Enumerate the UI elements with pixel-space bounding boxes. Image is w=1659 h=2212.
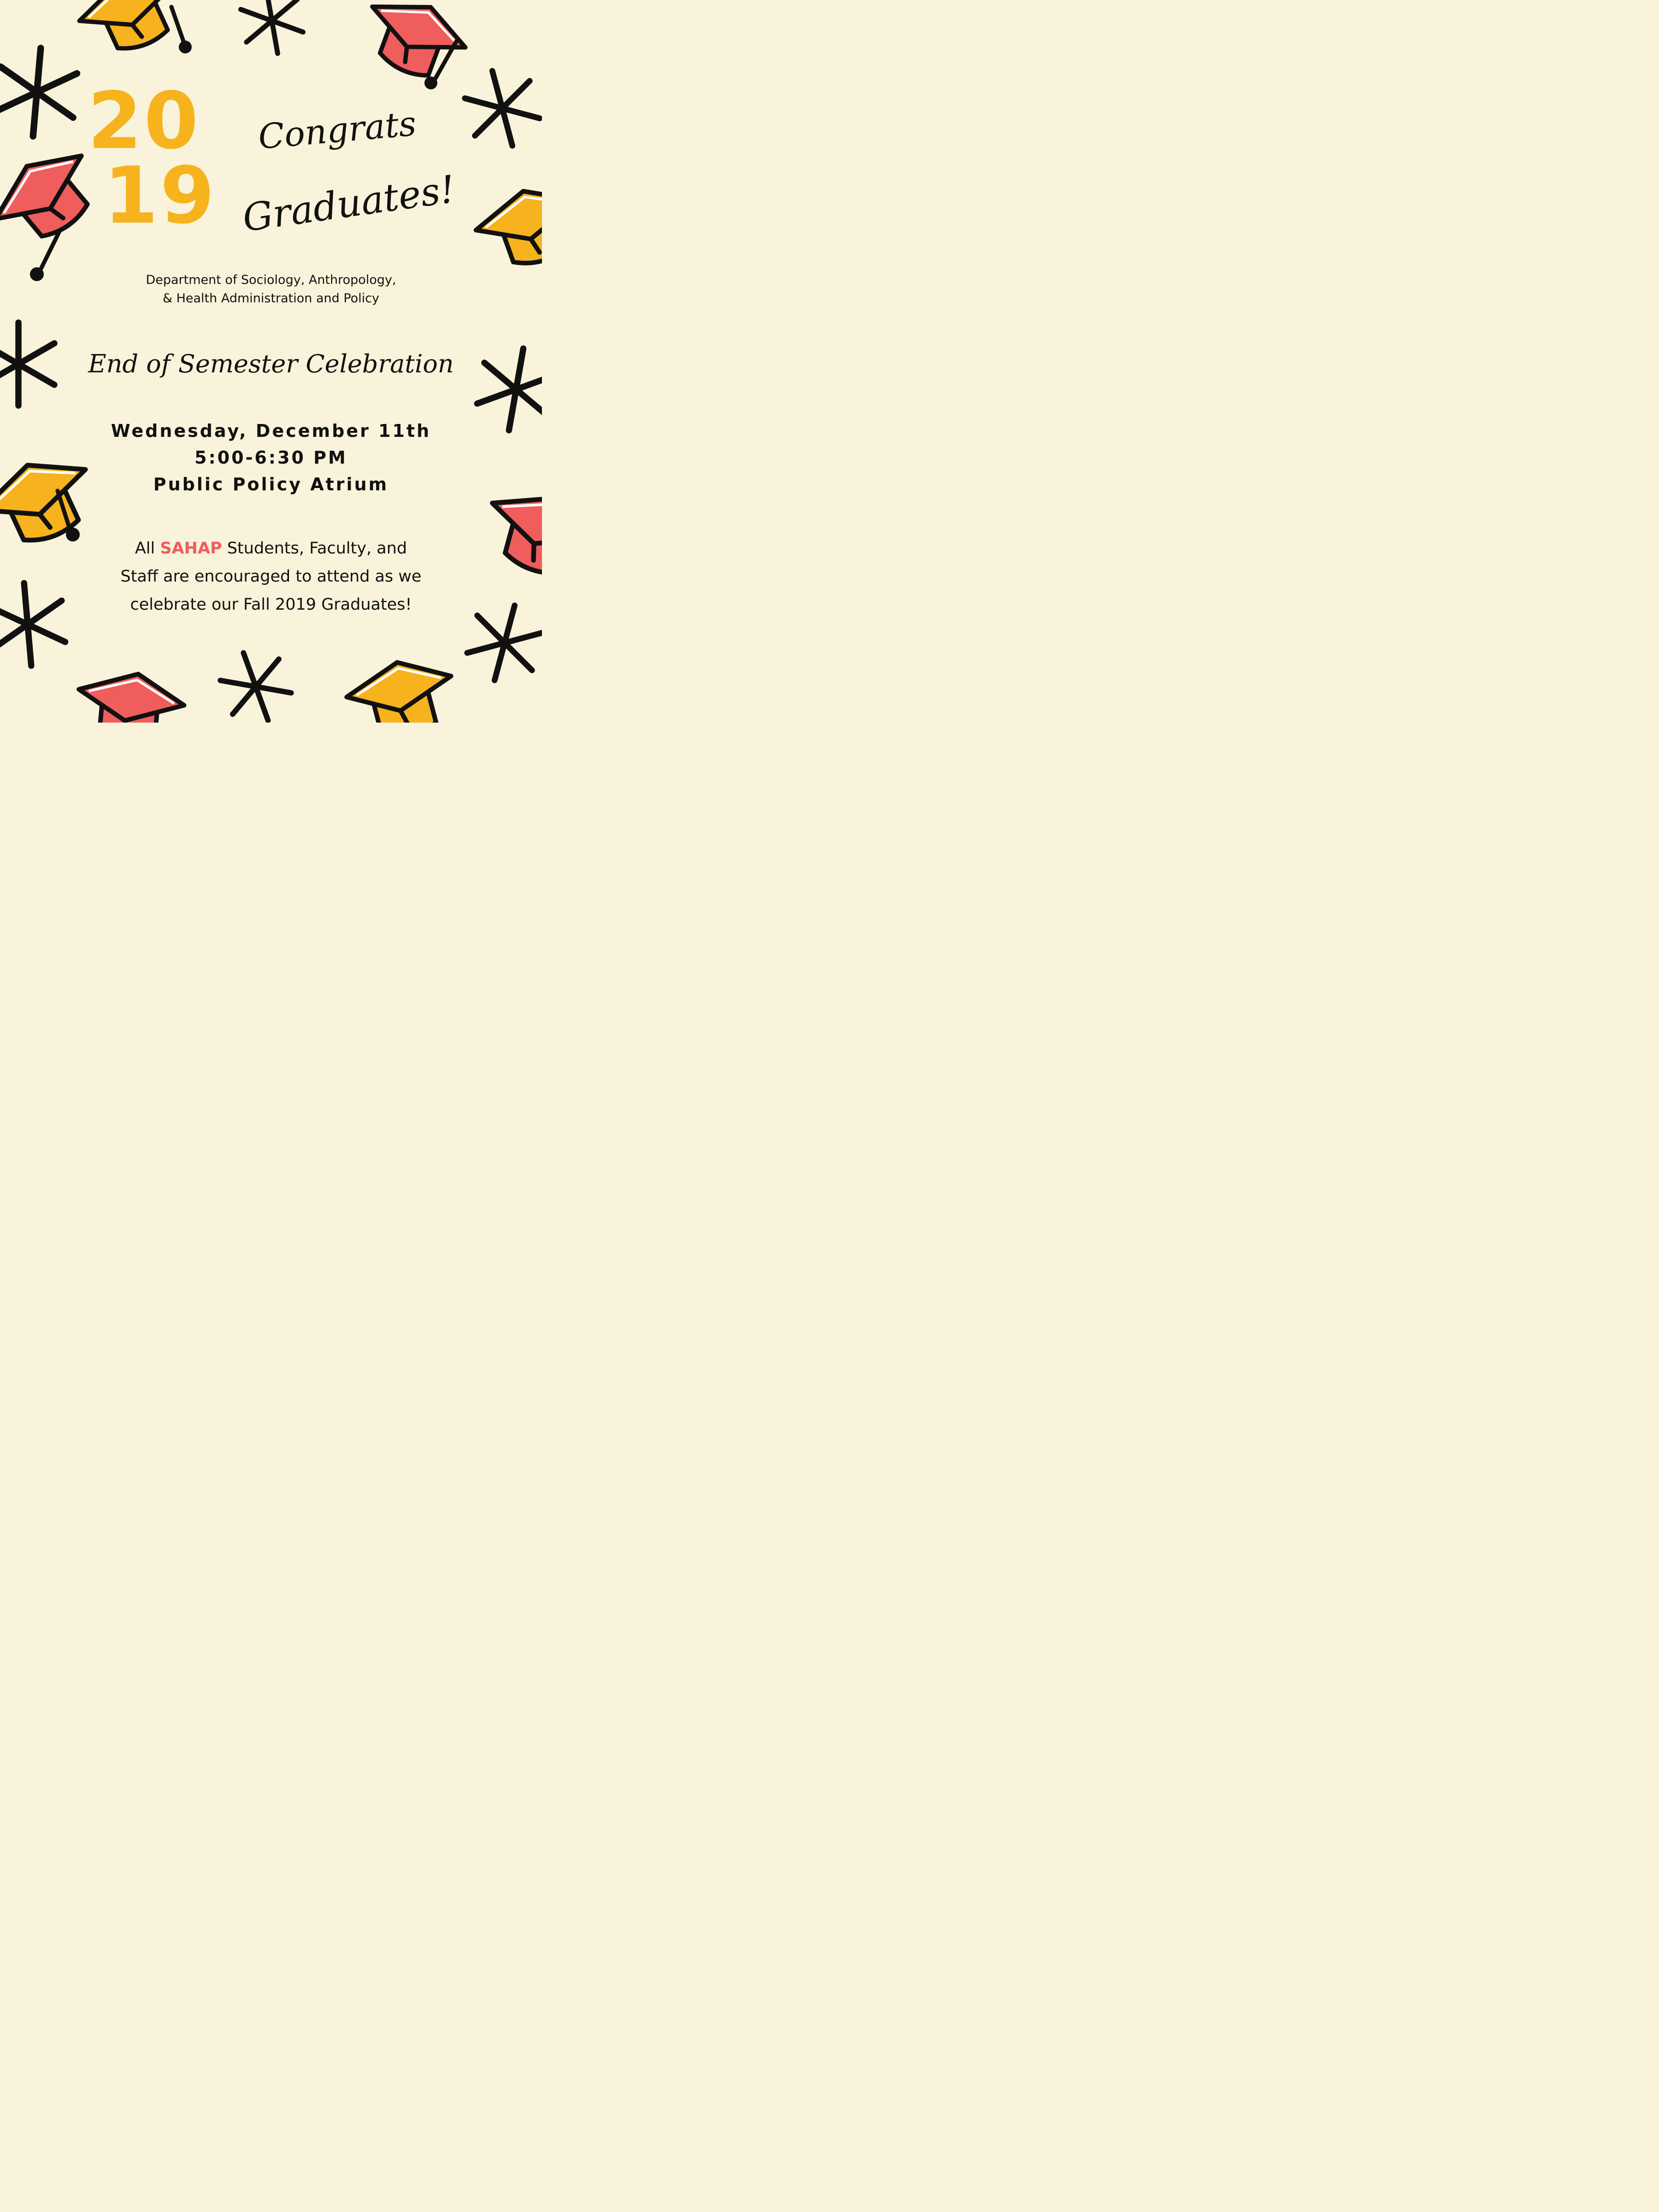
- graduation-cap-icon: [342, 653, 460, 723]
- invitation-line-2: Staff are encouraged to attend as we: [120, 567, 422, 586]
- event-title: End of Semester Celebration: [88, 349, 454, 378]
- invitation-suffix: Students, Faculty, and: [227, 539, 407, 558]
- asterisk-icon: [231, 0, 313, 59]
- event-location: Public Policy Atrium: [153, 474, 389, 494]
- invitation-prefix: All: [135, 539, 155, 558]
- event-time: 5:00-6:30 PM: [194, 447, 347, 468]
- graduation-cap-icon: [71, 665, 188, 723]
- sahap-highlight: SAHAP: [160, 539, 222, 558]
- department-line-2: & Health Administration and Policy: [162, 291, 380, 306]
- headline-congrats: Congrats: [256, 104, 418, 157]
- invitation-line-3: celebrate our Fall 2019 Graduates!: [130, 595, 412, 614]
- graduation-cap-icon: [470, 178, 542, 275]
- headline-graduates: Graduates!: [240, 167, 458, 241]
- asterisk-icon: [215, 650, 296, 723]
- year-second-half: 19: [104, 150, 217, 241]
- asterisk-icon: [456, 66, 542, 151]
- department-line-1: Department of Sociology, Anthropology,: [146, 273, 396, 287]
- event-date: Wednesday, December 11th: [111, 421, 431, 441]
- graduation-cap-icon: [171, 7, 192, 53]
- asterisk-icon: [0, 39, 93, 146]
- year-first-half: 20: [88, 76, 200, 167]
- invitation-line-1: [0, 535, 542, 563]
